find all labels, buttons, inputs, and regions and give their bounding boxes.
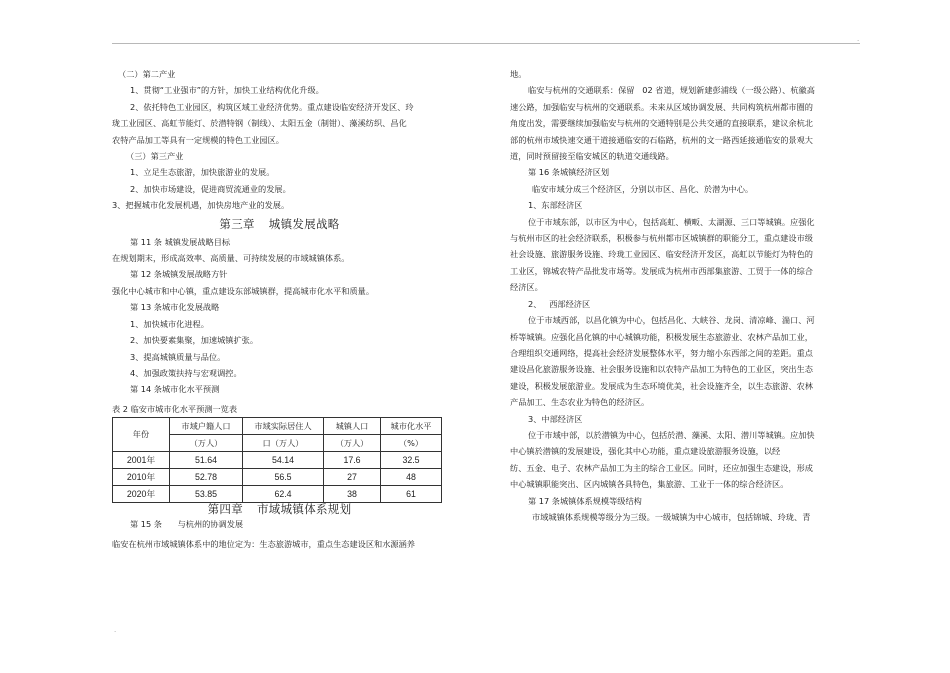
paragraph: 中心城镇职能突出、区内城镇各具特色，集旅游、工业于一体的综合经济区。	[510, 479, 789, 490]
header-cell: （万人）	[170, 434, 243, 451]
paragraph: 速公路，加强临安与杭州的交通联系。未来从区域协调发展、共同构筑杭州都市圈的	[510, 101, 813, 112]
article-heading: 第 13 条城市化发展战略	[130, 302, 220, 313]
article-heading: 第 15 条 与杭州的协调发展	[130, 518, 244, 529]
article-heading: 第 17 条城镇体系规模等级结构	[528, 495, 642, 506]
paragraph: 1、立足生态旅游，加快旅游业的发展。	[130, 167, 275, 178]
paragraph: 珑工业园区、高虹节能灯、於潜特钢（制线）、太阳五金（制钳）、藻溪纺织、昌化	[112, 118, 407, 129]
table-row	[113, 451, 442, 468]
article-heading: 第 14 条城市化水平预测	[130, 384, 220, 395]
paragraph: 2、加快市场建设，促进商贸流通业的发展。	[130, 183, 291, 194]
paragraph: 临安与杭州的交通联系：保留 02 省道，规划新建彭浦线（一级公路）、杭徽高	[528, 85, 815, 96]
paragraph: 2、依托特色工业园区，构筑区域工业经济优势。重点建设临安经济开发区、玲	[130, 101, 414, 112]
chapter-4-heading	[112, 502, 447, 516]
table-cell: 52.78	[170, 468, 243, 485]
left-column	[112, 66, 447, 553]
table-row	[113, 468, 442, 485]
corner-mark: ·	[857, 37, 860, 45]
article-heading: 第 16 条城镇经济区划	[528, 167, 610, 178]
right-column	[510, 66, 860, 525]
paragraph: 1、贯彻“工业强市”的方针，加快工业结构优化升级。	[130, 85, 324, 96]
section-heading: （三）第三产业	[126, 151, 184, 162]
chapter-number: 第三章	[219, 216, 255, 231]
paragraph: 建设昌化旅游服务设施、社会服务设施和以农特产品加工为特色的工业区，突出生态	[510, 364, 813, 375]
list-item: 4、加强政策扶持与宏观调控。	[130, 367, 242, 378]
paragraph: 经济区。	[510, 282, 543, 293]
paragraph: 强化中心城市和中心镇，重点建设东部城镇群，提高城市化水平和质量。	[112, 285, 375, 296]
table-cell: 32.5	[381, 451, 442, 468]
paragraph: 地。	[510, 69, 527, 79]
list-item: 3、提高城镇质量与品位。	[130, 351, 226, 362]
article-heading: 第 12 条城镇发展战略方针	[130, 269, 228, 280]
paragraph: 产品加工、生态农业为特色的经济区。	[510, 397, 650, 408]
list-item: 2、加快要素集聚，加速城镇扩张。	[130, 335, 259, 346]
header-rule	[112, 43, 860, 44]
table-cell: 62.4	[243, 485, 324, 502]
corner-mark: ·	[114, 628, 117, 636]
paragraph: 位于市域西部，以昌化镇为中心，包括昌化、大峡谷、龙岗、清凉峰、湍口、河	[528, 315, 815, 326]
header-cell: 市域实际居住人	[243, 417, 324, 434]
list-item: 1、加快城市化进程。	[130, 318, 209, 329]
paragraph: 在规划期末，形成高效率、高质量、可持续发展的市域城镇体系。	[112, 253, 350, 264]
subsection-heading: 1、东部经济区	[528, 200, 583, 211]
chapter-3-heading	[112, 214, 447, 234]
paragraph: 位于市域中部，以於潜镇为中心，包括於潜、藻溪、太阳、潜川等城镇。应加快	[528, 429, 815, 440]
urbanization-table	[112, 417, 442, 503]
section-heading: （二）第二产业	[118, 69, 176, 79]
paragraph: 市域城镇体系规模等级分为三级。一级城镇为中心城市，包括锦城、玲珑、青	[532, 511, 811, 522]
paragraph: 临安市域分成三个经济区，分别以市区、昌化、於潜为中心。	[532, 183, 754, 194]
paragraph: 社会设施、旅游服务设施、玲珑工业园区、临安经济开发区，高虹以节能灯为特色的	[510, 249, 813, 260]
header-cell: 城镇人口	[324, 417, 381, 434]
paragraph: 中心镇於潜镇的发展建设，强化其中心功能，重点建设旅游服务设施，以经	[510, 446, 781, 457]
table-caption: 表 2 临安市城市化水平预测一览表	[112, 403, 238, 414]
paragraph: 临安在杭州市域城镇体系中的地位定为：生态旅游城市，重点生态建设区和水源涵养	[112, 539, 415, 550]
subsection-heading: 2、 西部经济区	[528, 298, 591, 309]
chapter-title: 城镇发展战略	[268, 216, 340, 231]
table-cell: 61	[381, 485, 442, 502]
table-cell: 38	[324, 485, 381, 502]
table-cell: 48	[381, 468, 442, 485]
header-cell: 口（万人）	[243, 434, 324, 451]
article-heading: 第 11 条 城镇发展战略目标	[130, 236, 231, 247]
table-cell: 53.85	[170, 485, 243, 502]
table-cell: 27	[324, 468, 381, 485]
paragraph: 与杭州市区的社会经济联系，积极参与杭州都市区城镇群的职能分工，重点建设市级	[510, 233, 813, 244]
chapter-number: 第四章	[207, 501, 243, 516]
table-cell: 54.14	[243, 451, 324, 468]
table-row	[113, 485, 442, 502]
paragraph: 纺、五金、电子、农林产品加工为主的综合工业区。同时，还应加强生态建设，形成	[510, 462, 813, 473]
paragraph: 部的杭州市域快速交通干道接通临安的石临路，杭州的文一路西延接通临安的景观大	[510, 134, 813, 145]
header-cell: 城市化水平	[381, 417, 442, 434]
header-cell: （%）	[381, 434, 442, 451]
paragraph: 合理组织交通网络，提高社会经济发展整体水平，努力缩小东西部之间的差距。重点	[510, 347, 813, 358]
year-cell: 2020年	[113, 485, 170, 502]
table-cell: 17.6	[324, 451, 381, 468]
paragraph: 桥等城镇。应强化昌化镇的中心城镇功能，积极发展生态旅游业、农林产品加工业，	[510, 331, 813, 342]
year-cell: 2010年	[113, 468, 170, 485]
table-header-row	[113, 417, 442, 434]
chapter-title: 市域城镇体系规划	[257, 501, 352, 516]
paragraph: 建设，积极发展旅游业。发展成为生态环境优美，社会设施齐全，以生态旅游、农林	[510, 380, 813, 391]
paragraph: 农特产品加工等具有一定规模的特色工业园区。	[112, 134, 284, 145]
table-cell: 56.5	[243, 468, 324, 485]
paragraph: 3、把握城市化发展机遇，加快房地产业的发展。	[112, 200, 290, 211]
paragraph: 道，同时预留接至临安城区的轨道交通线路。	[510, 151, 674, 162]
paragraph: 工业区，锦城农特产品批发市场等。发展成为杭州市西部集旅游、工贸于一体的综合	[510, 265, 813, 276]
paragraph: 角度出发，需要继续加强临安与杭州的交通特别是公共交通的直接联系，建议余杭北	[510, 118, 813, 129]
header-cell: 市域户籍人口	[170, 417, 243, 434]
year-cell: 2001年	[113, 451, 170, 468]
header-cell: （万人）	[324, 434, 381, 451]
subsection-heading: 3、中部经济区	[528, 413, 583, 424]
table-cell: 51.64	[170, 451, 243, 468]
paragraph: 位于市域东部，以市区为中心，包括高虹、横畈、太湖源、三口等城镇。应强化	[528, 216, 815, 227]
header-year: 年份	[113, 417, 170, 451]
